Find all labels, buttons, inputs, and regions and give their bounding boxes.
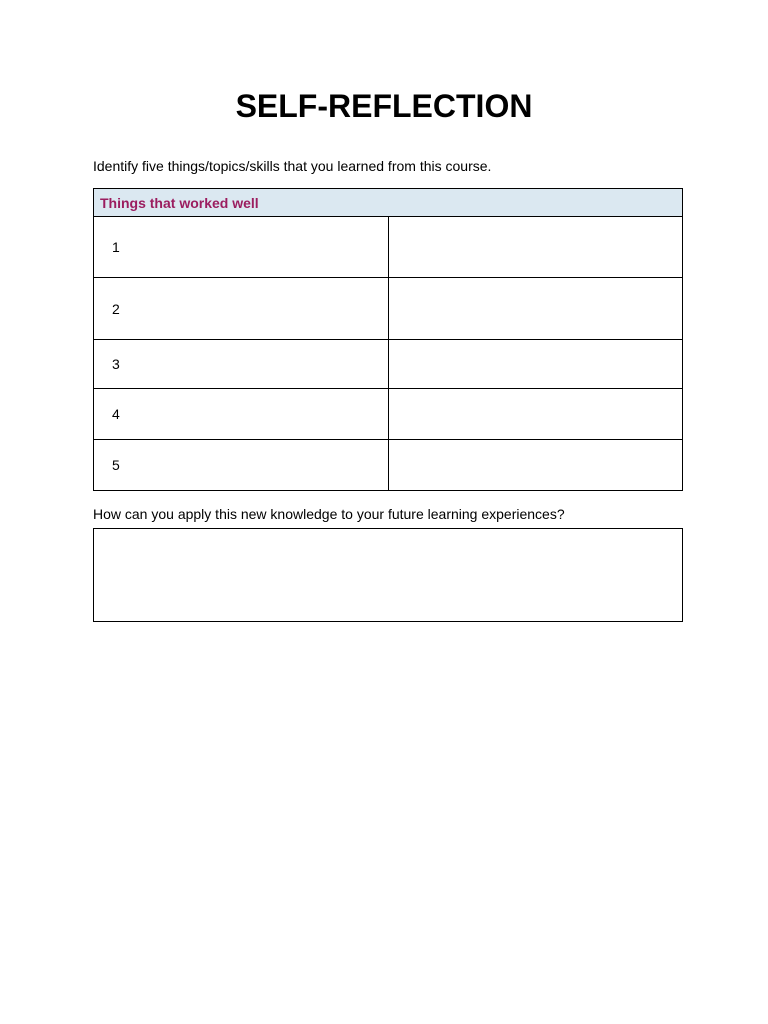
- table-header-row: [94, 189, 683, 217]
- table-row: [94, 217, 683, 278]
- table-row: [94, 278, 683, 340]
- page-title: SELF-REFLECTION: [235, 88, 533, 124]
- apply-knowledge-answer-box[interactable]: [93, 528, 683, 622]
- row-number: 4: [94, 389, 389, 440]
- row-number: 3: [94, 340, 389, 389]
- row-number: 1: [94, 217, 389, 278]
- learned-items-table: [93, 188, 683, 491]
- entry-cell[interactable]: [388, 340, 683, 389]
- apply-knowledge-prompt: How can you apply this new knowledge to your future learning experiences?: [93, 506, 565, 522]
- entry-cell[interactable]: [388, 278, 683, 340]
- row-number: 5: [94, 440, 389, 491]
- row-number: 2: [94, 278, 389, 340]
- learned-prompt: Identify five things/topics/skills that you learned from this course.: [93, 158, 492, 174]
- table-row: [94, 440, 683, 491]
- table-row: [94, 389, 683, 440]
- table-row: [94, 340, 683, 389]
- entry-cell[interactable]: [388, 440, 683, 491]
- entry-cell[interactable]: [388, 217, 683, 278]
- entry-cell[interactable]: [388, 389, 683, 440]
- table-header: Things that worked well: [94, 189, 683, 217]
